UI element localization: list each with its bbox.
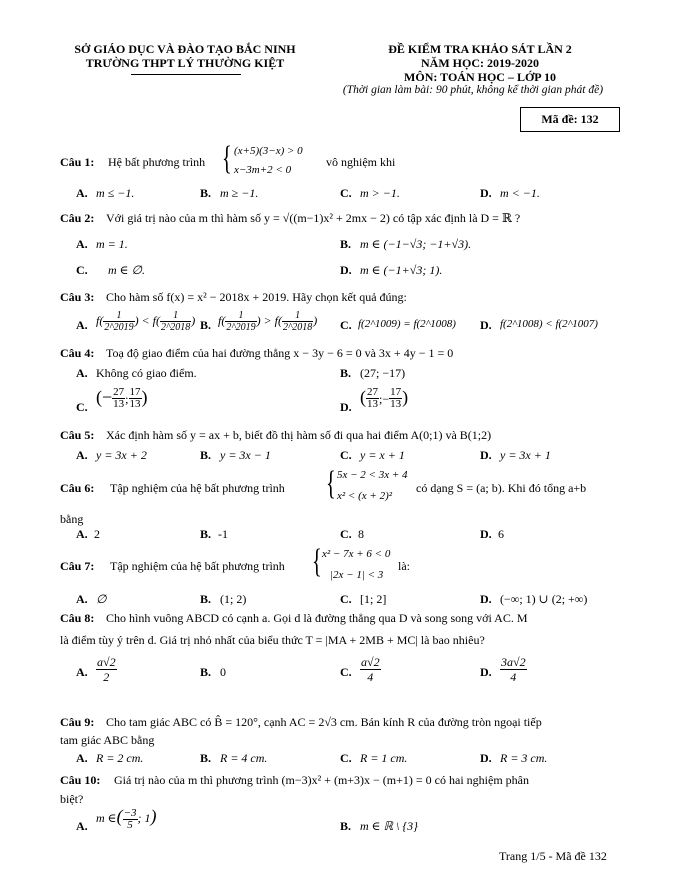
q7-opt-b-label: B. — [200, 592, 212, 606]
q6-sys1: 5x − 2 < 3x + 4 — [337, 469, 408, 481]
q3-opt-d: f(2^1008) < f(2^1007) — [500, 318, 598, 330]
q2-opt-b: m ∈ (−1−√3; −1+√3). — [360, 237, 472, 251]
q10-line1: Giá trị nào của m thì phương trình (m−3)x² + (m+3)x − (m+1) = 0 có hai nghiệm phân — [114, 773, 529, 787]
q5-opt-b: y = 3x − 1 — [220, 448, 271, 462]
q1-opt-d: m < −1. — [500, 186, 540, 200]
q8-c-den: 4 — [367, 670, 374, 684]
q1-pre: Hệ bất phương trình — [108, 155, 206, 169]
q6-post: có dạng S = (a; b). Khi đó tổng a+b — [416, 481, 587, 495]
q5-opt-a: y = 3x + 2 — [96, 448, 147, 462]
q3-opt-c: f(2^1009) = f(2^1008) — [358, 318, 456, 330]
q8-opt-c — [360, 655, 381, 684]
q9-label: Câu 9: — [60, 715, 95, 729]
q10-opt-b-label: B. — [340, 819, 352, 833]
q2-opt-a-label: A. — [76, 237, 88, 251]
q7-sys1: x² − 7x + 6 < 0 — [322, 548, 391, 560]
q4-opt-c: (− $\frac{27}{13}$ ; $\frac{17}{13}$ ) — [96, 386, 148, 411]
q10-label: Câu 10: — [60, 773, 101, 787]
q6-opt-d-label: D. — [480, 527, 492, 541]
exam-title: ĐỀ KIỂM TRA KHẢO SÁT LẦN 2 — [388, 42, 572, 56]
q9-opt-b: R = 4 cm. — [220, 751, 268, 765]
q8-opt-b: 0 — [220, 665, 226, 679]
q1-opt-a-label: A. — [76, 186, 88, 200]
q3-opt-a-label: A. — [76, 318, 88, 332]
q5-label: Câu 5: — [60, 428, 95, 442]
q8-c-num: a√2 — [361, 655, 380, 669]
school-name: TRƯỜNG THPT LÝ THƯỜNG KIỆT — [85, 56, 285, 70]
q1-opt-b-label: B. — [200, 186, 212, 200]
q9-opt-c: R = 1 cm. — [360, 751, 408, 765]
q4-c-num2: 17 — [129, 386, 141, 399]
q6-label: Câu 6: — [60, 481, 95, 495]
q7-opt-b: (1; 2) — [220, 592, 247, 606]
q8-opt-d-label: D. — [480, 665, 492, 679]
q9-opt-d-label: D. — [480, 751, 492, 765]
q9-opt-c-label: C. — [340, 751, 352, 765]
q3-b-num2: 1 — [282, 310, 313, 322]
q2-opt-c: m ∈ ∅. — [108, 263, 146, 277]
q4-opt-b: (27; −17) — [360, 366, 406, 380]
q3-opt-a: f( $\frac{1}{2\^{}2019}$ ) < f( $\frac{1}{2\^{}2018}$ ) — [96, 310, 196, 333]
q4-text: Toạ độ giao điểm của hai đường thẳng x − 3y − 6 = 0 và 3x + 4y − 1 = 0 — [106, 346, 454, 360]
q8-a-num: a√2 — [97, 655, 116, 669]
q7-opt-c: [1; 2] — [360, 592, 387, 606]
q9-opt-a: R = 2 cm. — [96, 751, 144, 765]
q9-line1: Cho tam giác ABC có B̂ = 120°, cạnh AC = 2√3 cm. Bán kính R của đường tròn ngoại tiếp — [106, 715, 542, 729]
q9-line2: tam giác ABC bằng — [60, 733, 155, 747]
q3-opt-b-label: B. — [200, 318, 212, 332]
q4-c-den2: 13 — [129, 398, 141, 411]
q1-sys1: (x+5)(3−x) > 0 — [234, 145, 303, 157]
q8-line1: Cho hình vuông ABCD có cạnh a. Gọi d là đường thẳng qua D và song song với AC. M — [106, 611, 528, 625]
q1-opt-a: m ≤ −1. — [96, 186, 135, 200]
q9-opt-b-label: B. — [200, 751, 212, 765]
q9-opt-a-label: A. — [76, 751, 88, 765]
q8-opt-b-label: B. — [200, 665, 212, 679]
q6-cont: bằng — [60, 512, 84, 526]
q7-label: Câu 7: — [60, 559, 95, 573]
q4-label: Câu 4: — [60, 346, 95, 360]
q3-b-den2: 2^2018 — [283, 322, 313, 333]
q2-opt-b-label: B. — [340, 237, 352, 251]
q8-line2: là điểm tùy ý trên d. Giá trị nhỏ nhất của biểu thức T = |MA + 2MB + MC| là bao nhiêu? — [60, 633, 485, 647]
q4-opt-c-label: C. — [76, 400, 88, 414]
q2-opt-d-label: D. — [340, 263, 352, 277]
q5-opt-c-label: C. — [340, 448, 352, 462]
department-name: SỞ GIÁO DỤC VÀ ĐÀO TẠO BẮC NINH — [74, 42, 296, 56]
q4-c-num1: 27 — [113, 386, 125, 399]
q4-d-den1: 13 — [367, 398, 378, 411]
q6-opt-a: 2 — [94, 527, 100, 541]
q10-opt-b: m ∈ ℝ \ {3} — [360, 819, 418, 833]
q5-opt-c: y = x + 1 — [360, 448, 405, 462]
q6-opt-b-label: B. — [200, 527, 212, 541]
q8-opt-a-label: A. — [76, 665, 88, 679]
q9-opt-d: R = 3 cm. — [500, 751, 548, 765]
q7-pre: Tập nghiệm của hệ bất phương trình — [110, 559, 285, 573]
q3-b-den1: 2^2019 — [226, 322, 256, 333]
q8-d-den: 4 — [510, 670, 517, 684]
subject: MÔN: TOÁN HỌC – LỚP 10 — [404, 70, 556, 84]
q4-d-num2: 17 — [390, 386, 402, 399]
q8-opt-d — [500, 655, 527, 684]
q3-opt-c-label: C. — [340, 318, 352, 332]
q7-opt-a: ∅ — [96, 592, 107, 606]
q3-a-num1: 1 — [103, 310, 134, 322]
exam-code: Mã đề: 132 — [541, 112, 599, 126]
q6-opt-c-label: C. — [340, 527, 352, 541]
q2-opt-a: m = 1. — [96, 237, 128, 251]
q7-brace: { — [312, 543, 322, 580]
q10-a-num: −3 — [123, 806, 137, 819]
q4-d-den2: 13 — [390, 398, 402, 411]
q10-line2: biệt? — [60, 792, 84, 806]
q8-a-den: 2 — [103, 670, 110, 684]
q7-sys2: |2x − 1| < 3 — [330, 569, 384, 581]
q3-text: Cho hàm số f(x) = x² − 2018x + 2019. Hãy chọn kết quả đúng: — [106, 290, 407, 304]
q1-opt-b: m ≥ −1. — [220, 186, 259, 200]
q3-opt-d-label: D. — [480, 318, 492, 332]
q1-sys2: x−3m+2 < 0 — [234, 164, 292, 176]
q10-a-post: ; 1 — [137, 811, 151, 825]
school-year: NĂM HỌC: 2019-2020 — [421, 56, 539, 70]
q6-opt-b: -1 — [218, 527, 228, 541]
q2-label: Câu 2: — [60, 211, 95, 225]
q5-opt-a-label: A. — [76, 448, 88, 462]
page-footer: Trang 1/5 - Mã đề 132 — [499, 849, 607, 863]
q6-pre: Tập nghiệm của hệ bất phương trình — [110, 481, 285, 495]
q3-opt-b: f( $\frac{1}{2\^{}2019}$ ) > f( $\frac{1}{2\^{}2018}$ ) — [218, 310, 318, 333]
q8-label: Câu 8: — [60, 611, 95, 625]
q6-opt-c: 8 — [358, 527, 364, 541]
q3-a-den2: 2^2018 — [161, 322, 191, 333]
q4-opt-a: Không có giao điểm. — [96, 366, 197, 380]
q4-opt-d: ( $\frac{27}{13}$ ;− $\frac{17}{13}$ ) — [360, 386, 409, 411]
q3-a-num2: 1 — [160, 310, 191, 322]
q1-label: Câu 1: — [60, 155, 95, 169]
q1-opt-d-label: D. — [480, 186, 492, 200]
header-underline — [131, 74, 241, 75]
q7-post: là: — [398, 559, 410, 573]
q1-opt-c: m > −1. — [360, 186, 400, 200]
q6-opt-a-label: A. — [76, 527, 88, 541]
q6-opt-d: 6 — [498, 527, 504, 541]
q6-brace: { — [326, 465, 336, 502]
q10-a-den: 5 — [127, 818, 133, 831]
q3-label: Câu 3: — [60, 290, 95, 304]
q3-b-num1: 1 — [225, 310, 256, 322]
q8-opt-a — [96, 655, 117, 684]
q5-opt-d-label: D. — [480, 448, 492, 462]
q7-opt-d-label: D. — [480, 592, 492, 606]
q5-opt-d: y = 3x + 1 — [500, 448, 551, 462]
q7-opt-a-label: A. — [76, 592, 88, 606]
q7-opt-d: (−∞; 1) ∪ (2; +∞) — [500, 592, 588, 606]
q4-opt-b-label: B. — [340, 366, 352, 380]
time-note: (Thời gian làm bài: 90 phút, không kể thời gian phát đề) — [342, 84, 604, 96]
q3-a-den1: 2^2019 — [104, 322, 134, 333]
q2-opt-d: m ∈ (−1+√3; 1). — [360, 263, 443, 277]
q4-opt-a-label: A. — [76, 366, 88, 380]
q2-opt-c-label: C. — [76, 263, 88, 277]
q1-post: vô nghiệm khi — [326, 155, 396, 169]
q4-opt-d-label: D. — [340, 400, 352, 414]
q6-sys2: x² < (x + 2)² — [337, 490, 393, 502]
q7-opt-c-label: C. — [340, 592, 352, 606]
q4-d-num1: 27 — [367, 386, 378, 399]
q1-brace: { — [222, 140, 232, 177]
q8-d-num: 3a√2 — [501, 655, 526, 669]
q10-opt-a: m ∈( $\frac{-3}{5}$ ; 1) — [96, 806, 157, 831]
q1-opt-c-label: C. — [340, 186, 352, 200]
q5-opt-b-label: B. — [200, 448, 212, 462]
q4-c-den1: 13 — [113, 398, 125, 411]
q2-text: Với giá trị nào của m thì hàm số y = √((m−1)x² + 2mx − 2) có tập xác định là D = ℝ ? — [106, 211, 521, 225]
q8-opt-c-label: C. — [340, 665, 352, 679]
q5-text: Xác định hàm số y = ax + b, biết đồ thị hàm số đi qua hai điểm A(0;1) và B(1;2) — [106, 428, 492, 442]
q10-a-pre: m ∈ — [96, 811, 117, 825]
q10-opt-a-label: A. — [76, 819, 88, 833]
